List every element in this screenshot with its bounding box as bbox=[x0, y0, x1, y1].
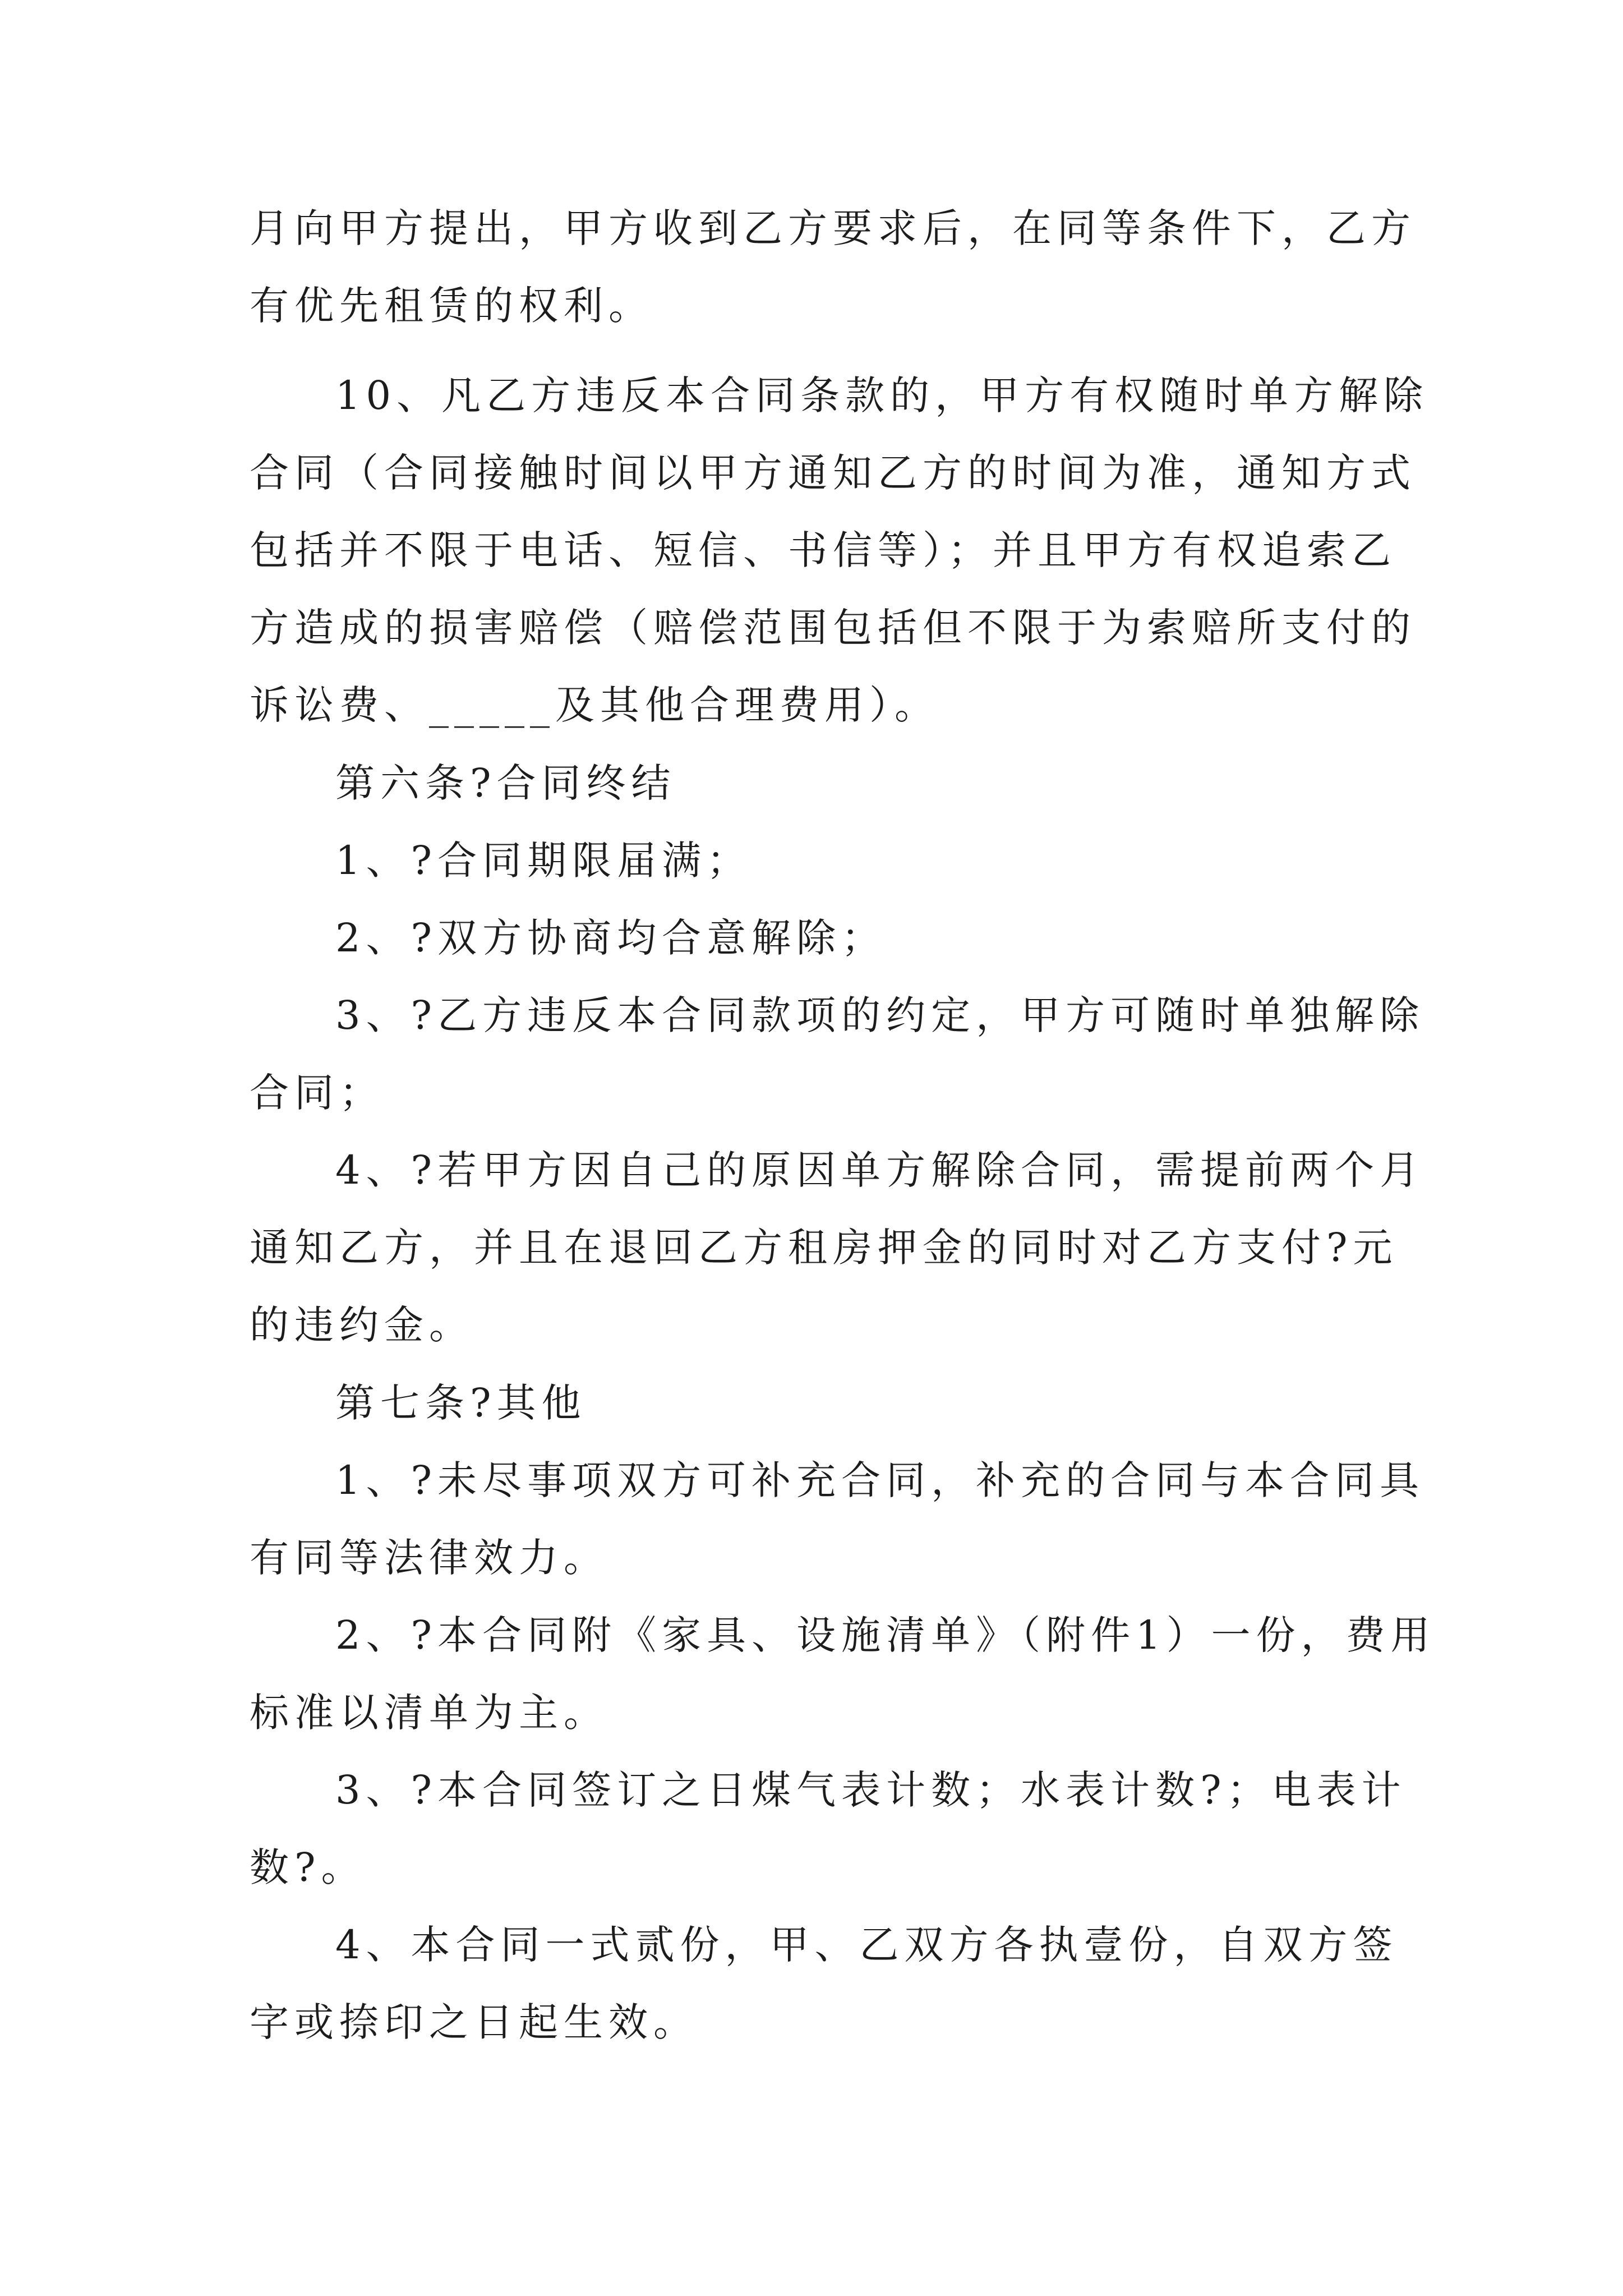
list-item: 2、?双方协商均合意解除； bbox=[335, 915, 887, 961]
text-line: 诉讼费、_____及其他合理费用）。 bbox=[250, 682, 939, 728]
text-line: 有优先租赁的权利。 bbox=[250, 283, 653, 329]
text-line: 数?。 bbox=[250, 1844, 366, 1890]
text-line: 有同等法律效力。 bbox=[250, 1535, 608, 1581]
text-line: 月向甲方提出，甲方收到乙方要求后，在同等条件下，乙方 bbox=[250, 205, 1416, 251]
text-line: 合同； bbox=[250, 1070, 384, 1116]
list-item: 3、?本合同签订之日煤气表计数；水表计数?；电表计 bbox=[335, 1767, 1407, 1813]
text-line: 通知乙方，并且在退回乙方租房押金的同时对乙方支付?元 bbox=[250, 1225, 1398, 1271]
list-item: 2、?本合同附《家具、设施清单》（附件1）一份，费用 bbox=[335, 1612, 1436, 1658]
section-heading: 第七条?其他 bbox=[335, 1380, 587, 1426]
text-line: 的违约金。 bbox=[250, 1302, 474, 1348]
text-line: 标准以清单为主。 bbox=[250, 1690, 608, 1736]
list-item: 1、?合同期限届满； bbox=[335, 838, 752, 884]
list-item: 4、?若甲方因自己的原因单方解除合同，需提前两个月 bbox=[335, 1147, 1425, 1193]
text-line: 合同（合同接触时间以甲方通知乙方的时间为准，通知方式 bbox=[250, 450, 1416, 496]
text-line: 方造成的损害赔偿（赔偿范围包括但不限于为索赔所支付的 bbox=[250, 605, 1416, 651]
list-item: 1、?未尽事项双方可补充合同，补充的合同与本合同具 bbox=[335, 1457, 1425, 1503]
list-item: 3、?乙方违反本合同款项的约定，甲方可随时单独解除 bbox=[335, 992, 1425, 1038]
text-line: 10、凡乙方违反本合同条款的，甲方有权随时单方解除 bbox=[335, 372, 1429, 418]
text-line: 字或捺印之日起生效。 bbox=[250, 1999, 698, 2045]
section-heading: 第六条?合同终结 bbox=[335, 760, 676, 806]
list-item: 4、本合同一式贰份，甲、乙双方各执壹份，自双方签 bbox=[335, 1922, 1398, 1968]
text-line: 包括并不限于电话、短信、书信等）；并且甲方有权追索乙 bbox=[250, 527, 1396, 573]
